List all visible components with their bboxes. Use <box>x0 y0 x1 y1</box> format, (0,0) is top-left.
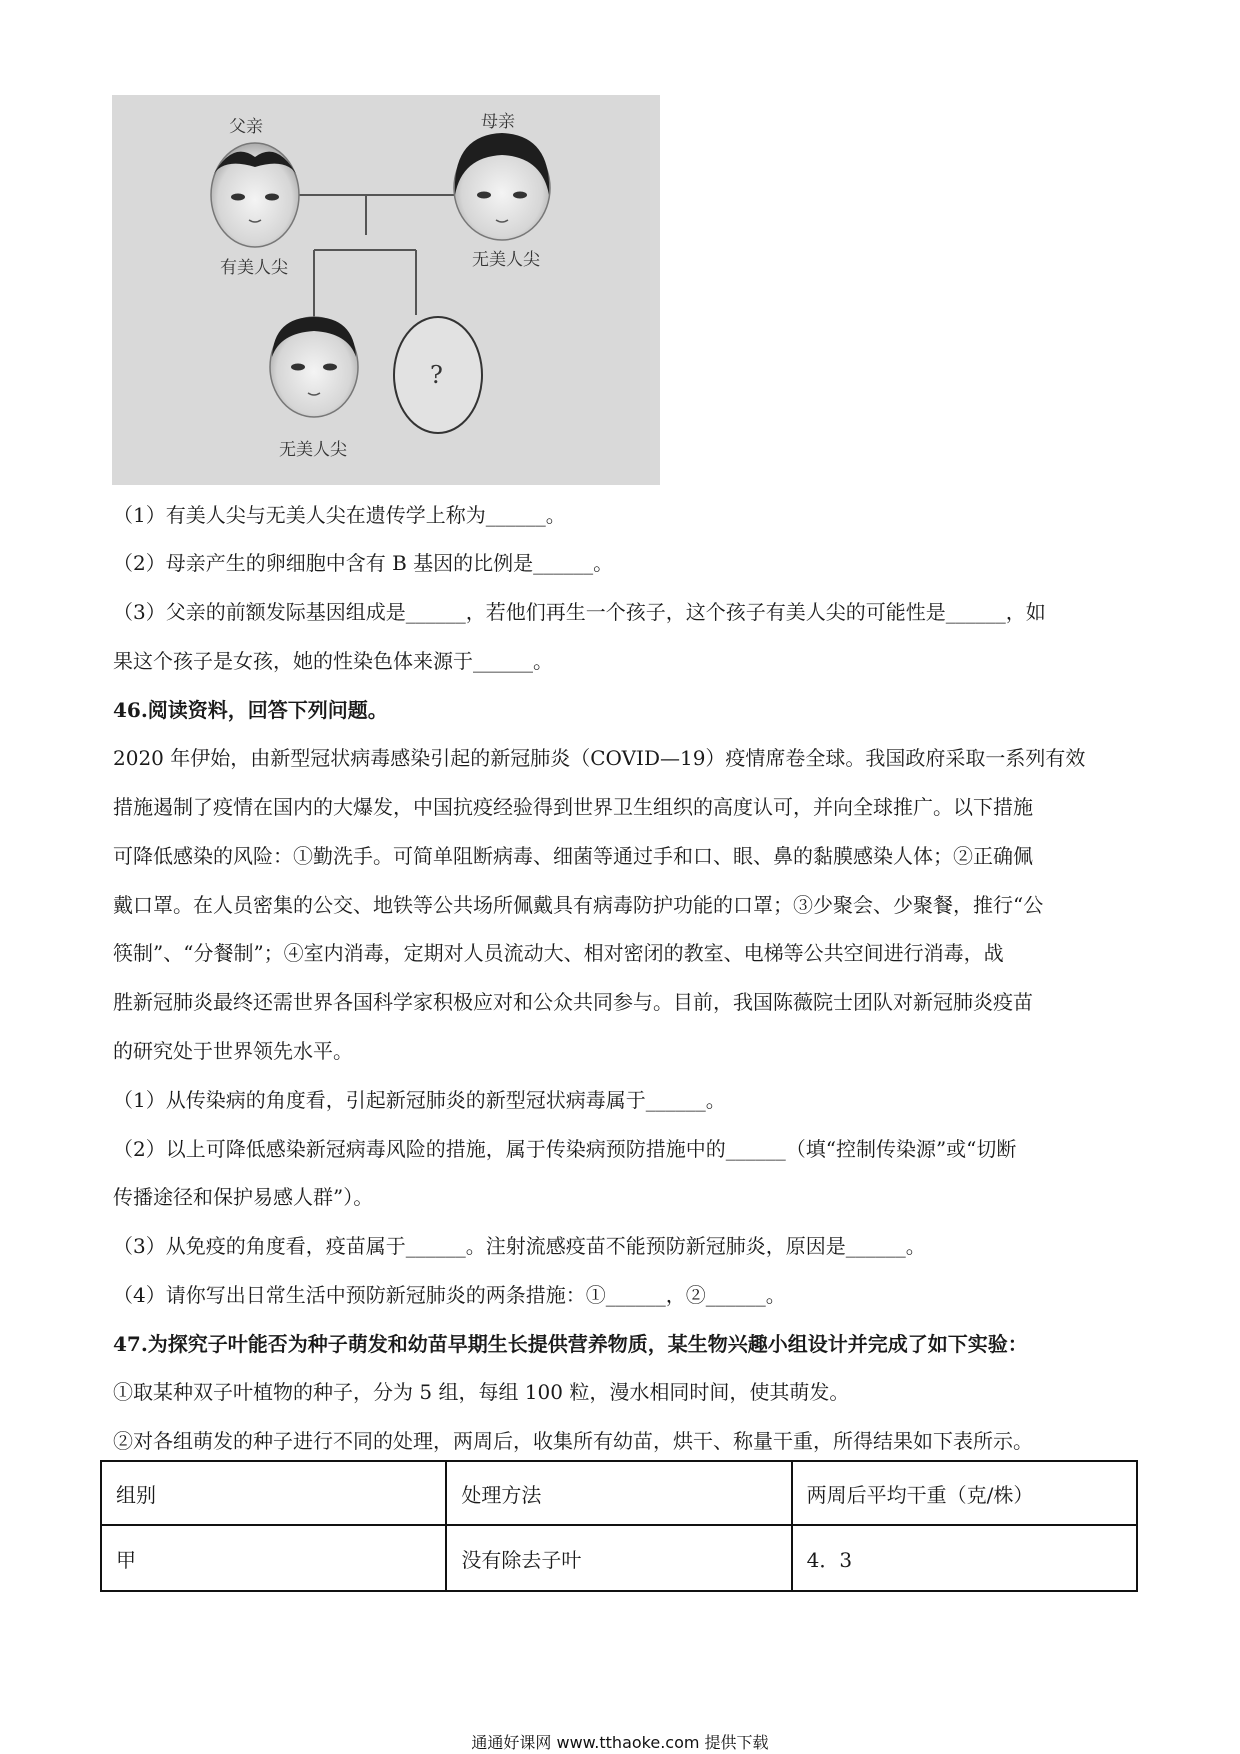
q45-part1: （1）有美人尖与无美人尖在遗传学上称为______。 <box>113 503 566 527</box>
q46-passage-line: 可降低感染的风险：①勤洗手。可简单阻断病毒、细菌等通过手和口、眼、鼻的黏膜感染人体；②正确佩 <box>113 844 1033 868</box>
pedigree-figure <box>112 95 660 485</box>
q46-passage-line: 胜新冠肺炎最终还需世界各国科学家积极应对和公众共同参与。目前，我国陈薇院士团队对新冠肺炎疫苗 <box>113 990 1033 1014</box>
mother-face-icon <box>454 133 550 240</box>
q47-step1: ①取某种双子叶植物的种子，分为 5 组，每组 100 粒，漫水相同时间，使其萌发。 <box>113 1380 850 1404</box>
q46-passage-line: 2020 年伊始，由新型冠状病毒感染引起的新冠肺炎（COVID—19）疫情席卷全球。我国政府采取一系列有效 <box>113 746 1086 770</box>
q47-step2: ②对各组萌发的种子进行不同的处理，两周后，收集所有幼苗，烘干、称量干重，所得结果如下表所示。 <box>113 1429 1033 1453</box>
q46-title: 46.阅读资料，回答下列问题。 <box>113 698 388 722</box>
father-trait-label: 有美人尖 <box>220 258 288 278</box>
pedigree-drawing <box>112 95 660 485</box>
q45-part2: （2）母亲产生的卵细胞中含有 B 基因的比例是______。 <box>113 551 614 575</box>
q46-part4: （4）请你写出日常生活中预防新冠肺炎的两条措施：①______，②______。 <box>113 1283 786 1307</box>
unknown-symbol: ? <box>430 361 443 389</box>
q46-part2-line2: 传播途径和保护易感人群”）。 <box>113 1185 374 1209</box>
father-title: 父亲 <box>229 117 263 137</box>
q46-part1: （1）从传染病的角度看，引起新冠肺炎的新型冠状病毒属于______。 <box>113 1088 726 1112</box>
table-cell: 甲 <box>101 1525 446 1591</box>
q46-part3: （3）从免疫的角度看，疫苗属于______。注射流感疫苗不能预防新冠肺炎，原因是______。 <box>113 1234 926 1258</box>
table-header-row <box>101 1461 1137 1525</box>
q46-passage-line: 筷制”、“分餐制”；④室内消毒，定期对人员流动大、相对密闭的教室、电梯等公共空间进行消毒，战 <box>113 941 1004 965</box>
mother-trait-label: 无美人尖 <box>472 250 540 270</box>
son-face-icon <box>270 317 358 417</box>
q46-passage-line: 的研究处于世界领先水平。 <box>113 1039 353 1063</box>
father-face-icon <box>211 143 299 247</box>
page-footer: 通通好课网 www.tthaoke.com 提供下载 <box>471 1733 769 1752</box>
q46-passage-line: 戴口罩。在人员密集的公交、地铁等公共场所佩戴具有病毒防护功能的口罩；③少聚会、少聚餐，推行“公 <box>113 893 1044 917</box>
table-row <box>101 1525 1137 1591</box>
table-cell: 4．3 <box>792 1525 1137 1591</box>
son-trait-label: 无美人尖 <box>279 440 347 460</box>
mother-title: 母亲 <box>481 112 515 132</box>
q45-part3-line2: 果这个孩子是女孩，她的性染色体来源于______。 <box>113 649 553 673</box>
table-cell: 没有除去子叶 <box>446 1525 791 1591</box>
table-header-cell: 处理方法 <box>446 1461 791 1525</box>
table-header-cell: 两周后平均干重（克/株） <box>792 1461 1137 1525</box>
results-table <box>100 1460 1138 1592</box>
table-header-cell: 组别 <box>101 1461 446 1525</box>
results-table-grid <box>100 1460 1138 1592</box>
q47-title: 47.为探究子叶能否为种子萌发和幼苗早期生长提供营养物质，某生物兴趣小组设计并完成了如下实验： <box>113 1332 1028 1356</box>
q46-passage-line: 措施遏制了疫情在国内的大爆发，中国抗疫经验得到世界卫生组织的高度认可，并向全球推广。以下措施 <box>113 795 1033 819</box>
q45-part3-line1: （3）父亲的前额发际基因组成是______，若他们再生一个孩子，这个孩子有美人尖的可能性是______，如 <box>113 600 1046 624</box>
q46-part2-line1: （2）以上可降低感染新冠病毒风险的措施，属于传染病预防措施中的______（填“控制传染源”或“切断 <box>113 1137 1017 1161</box>
